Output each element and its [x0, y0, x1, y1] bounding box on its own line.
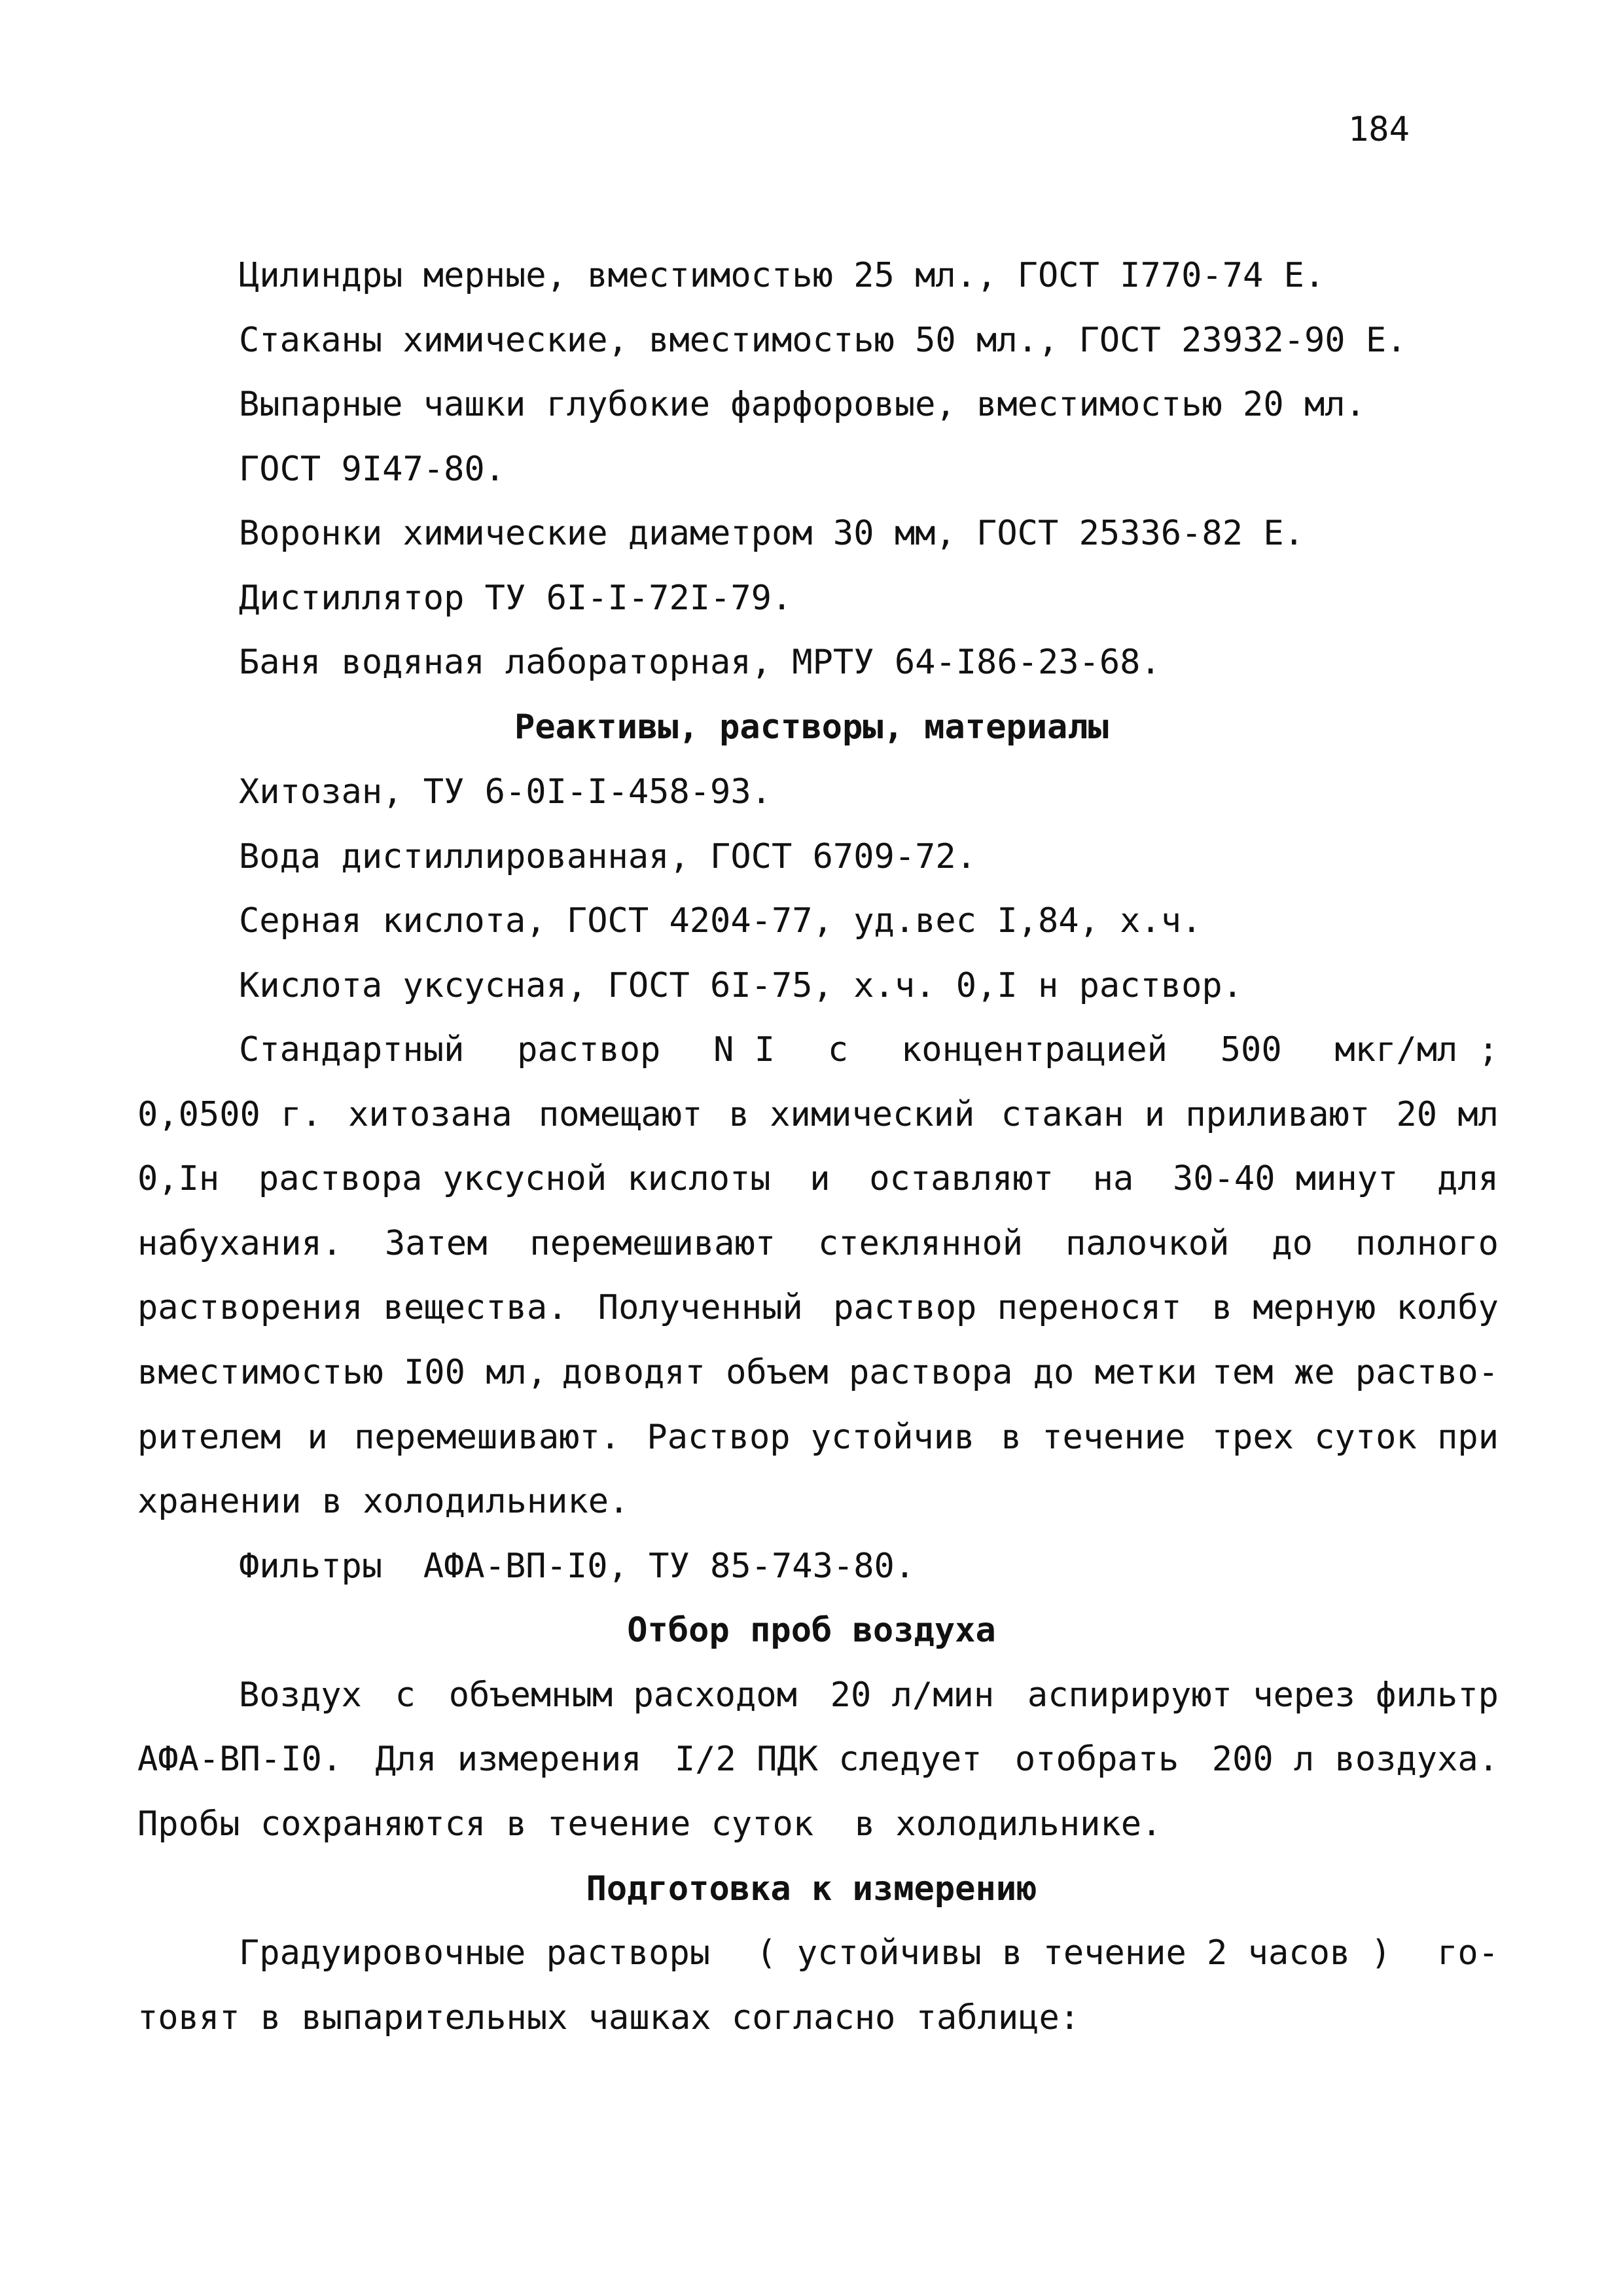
equipment-item: Воронки химические диаметром 30 мм, ГОСТ 25336-82 Е.: [239, 514, 1304, 553]
paragraph-line: Градуировочные растворы ( устойчивы в течение 2 часов ) го-: [239, 1933, 1499, 1973]
paragraph-line: товят в выпарительных чашках согласно таблице:: [137, 1998, 1080, 2037]
paragraph-line: Воздух с объемным расходом 20 л/мин аспирируют через фильтр: [239, 1676, 1499, 1715]
paragraph-line: АФА-ВП-I0. Для измерения I/2 ПДК следует отобрать 200 л воздуха.: [137, 1740, 1499, 1779]
reagent-item: Вода дистиллированная, ГОСТ 6709-72.: [239, 837, 977, 876]
reagent-item: Кислота уксусная, ГОСТ 6I-75, х.ч. 0,I н раствор.: [239, 966, 1243, 1005]
equipment-item: Дистиллятор ТУ 6I-I-72I-79.: [239, 579, 793, 618]
filters-line: Фильтры АФА-ВП-I0, ТУ 85-743-80.: [239, 1547, 916, 1586]
equipment-item: Стаканы химические, вместимостью 50 мл., ГОСТ 23932-90 Е.: [239, 321, 1407, 360]
paragraph-line: набухания. Затем перемешивают стеклянной палочкой до полного: [137, 1224, 1499, 1263]
paragraph-line: хранении в холодильнике.: [137, 1482, 630, 1521]
paragraph-line: 0,0500 г. хитозана помещают в химический стакан и приливают 20 мл: [137, 1095, 1499, 1134]
paragraph-line: Пробы сохраняются в течение суток в холодильнике.: [137, 1804, 1162, 1844]
reagent-item: Серная кислота, ГОСТ 4204-77, уд.вес I,84, х.ч.: [239, 901, 1202, 941]
paragraph-line: растворения вещества. Полученный раствор переносят в мерную колбу: [137, 1288, 1499, 1327]
section-heading-preparation: Подготовка к измерению: [586, 1869, 1037, 1909]
equipment-item: Баня водяная лабораторная, МРТУ 64-I86-23-68.: [239, 643, 1161, 682]
section-heading-sampling: Отбор проб воздуха: [627, 1611, 996, 1650]
paragraph-line: рителем и перемешивают. Раствор устойчив в течение трех суток при: [137, 1418, 1499, 1457]
equipment-item: Выпарные чашки глубокие фарфоровые, вместимостью 20 мл.: [239, 385, 1366, 424]
equipment-item: ГОСТ 9I47-80.: [239, 450, 505, 489]
paragraph-line: вместимостью I00 мл, доводят объем раствора до метки тем же раство-: [137, 1353, 1499, 1392]
section-heading-reagents: Реактивы, растворы, материалы: [514, 708, 1109, 747]
page-number: 184: [1348, 110, 1410, 149]
paragraph-line: Стандартный раствор N I с концентрацией 500 мкг/мл ;: [239, 1030, 1499, 1069]
paragraph-line: 0,Iн раствора уксусной кислоты и оставляют на 30-40 минут для: [137, 1159, 1499, 1198]
reagent-item: Хитозан, ТУ 6-0I-I-458-93.: [239, 772, 772, 812]
equipment-item: Цилиндры мерные, вместимостью 25 мл., ГОСТ I770-74 Е.: [239, 256, 1325, 295]
